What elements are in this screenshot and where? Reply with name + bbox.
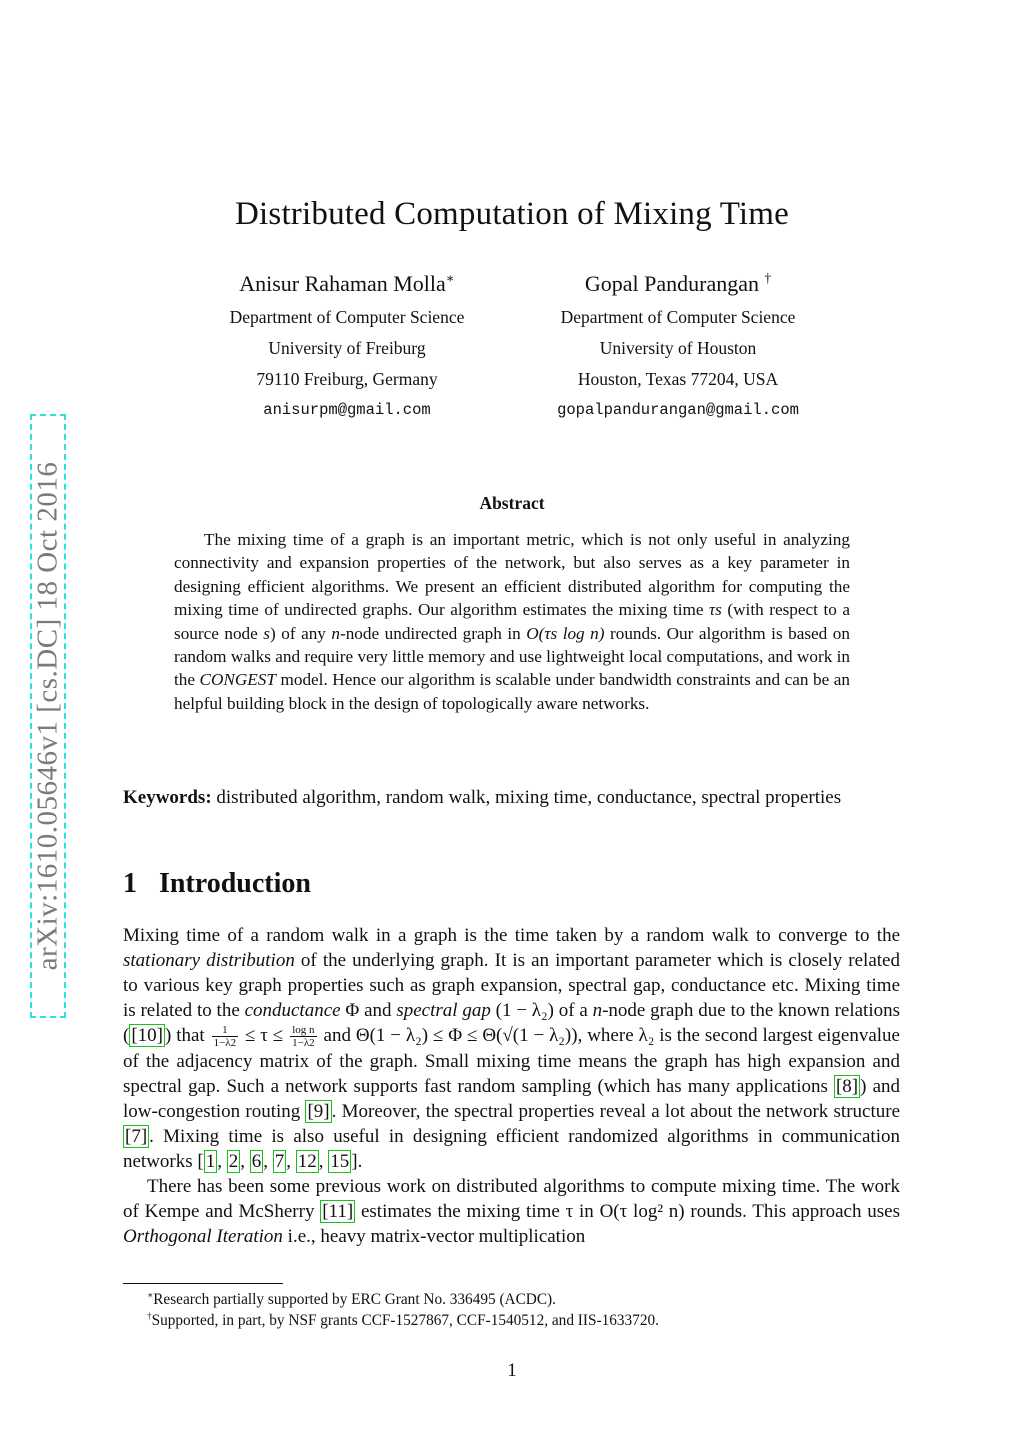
keywords-list: distributed algorithm, random walk, mixing time, conductance, spectral properties — [211, 787, 842, 808]
footnote-rule — [123, 1283, 283, 1284]
paper-title: Distributed Computation of Mixing Time — [235, 196, 789, 232]
citation-link[interactable]: [7] — [125, 1126, 148, 1148]
intro-paragraph-2: There has been some previous work on distributed algorithms to compute mixing time. The work of Kempe and McSherry [11] estimates the mixing time τ in O(τ log² n) rounds. This approach uses Orthogonal Iteration i.e., heavy matrix-vector multiplication — [123, 1176, 900, 1248]
author-email-2[interactable]: gopalpandurangan@gmail.com — [557, 401, 799, 419]
author-location-2: Houston, Texas 77204, USA — [577, 369, 779, 389]
author-location-1: 79110 Freiburg, Germany — [256, 369, 438, 389]
fraction: $\frac{1}{1-\lambda 2}$ — [213, 1024, 237, 1050]
citation-link[interactable]: [8] — [835, 1076, 859, 1098]
footnote-mark[interactable]: ∗ — [445, 270, 455, 286]
author-university-2: University of Houston — [599, 338, 757, 358]
congest-model: CONGEST — [199, 670, 276, 690]
author-block-1 — [187, 266, 507, 426]
section-number: 1 — [123, 868, 137, 899]
citation-link[interactable]: 1 — [205, 1151, 216, 1173]
author-block-2 — [518, 266, 838, 426]
section-title: Introduction — [159, 868, 311, 899]
author-name-2: Gopal Pandurangan † — [584, 270, 772, 296]
citation-link[interactable]: 7 — [274, 1151, 285, 1173]
section-heading — [123, 868, 311, 900]
abstract-heading: Abstract — [479, 493, 545, 513]
citation-link[interactable]: [10] — [131, 1025, 163, 1046]
citation-link[interactable]: 6 — [251, 1151, 262, 1173]
author-department-2: Department of Computer Science — [560, 307, 796, 327]
citation-link[interactable]: [11] — [322, 1201, 354, 1223]
citation-link[interactable]: 12 — [297, 1151, 317, 1173]
arxiv-identifier[interactable]: arXiv:1610.05646v1 [cs.DC] 18 Oct 2016 — [31, 461, 64, 971]
page-number: 1 — [507, 1360, 517, 1381]
footnote-1: ∗Research partially supported by ERC Grant No. 336495 (ACDC). — [147, 1289, 556, 1308]
introduction-body — [123, 923, 900, 1249]
citation-link[interactable]: [9] — [307, 1101, 330, 1123]
author-department-1: Department of Computer Science — [229, 307, 465, 327]
author-university-1: University of Freiburg — [268, 338, 426, 358]
author-email-1[interactable]: anisurpm@gmail.com — [263, 401, 431, 419]
intro-paragraph-1: Mixing time of a random walk in a graph is the time taken by a random walk to converge to the stationary distribution of the underlying graph. It is an important parameter which is closely related to various key graph properties such as graph expansion, spectral gap, conductance etc. Mixing time is related to the conductance Φ and spectral gap (1 − λ₂) of a n-node graph due to the known relations ( [10] ) that $\frac{1}{1-\lambda 2}$ ≤ τ ≤ $\frac{\text{log n}}{1-\lambda 2}$ and Θ(1 − λ₂) ≤ Φ ≤ Θ(√(1 − λ₂)), where λ₂ is the second largest eigenvalue of the adjacency matrix of the graph. Small mixing time means the graph has high expansion and spectral gap. Such a network supports fast random sampling (which has many applications [8] ) and low-congestion routing [9] . Moreover, the spectral properties reveal a lot about the network structure [7] . Mixing time is also useful in designing efficient randomized algorithms in communication networks [ 1 , 2 , 6 , 7 , 12 , 15 ]. — [123, 925, 901, 1173]
keywords — [123, 785, 900, 810]
footnote-2: †Supported, in part, by NSF grants CCF-1527867, CCF-1540512, and IIS-1633720. — [147, 1310, 659, 1329]
citation-link[interactable]: 2 — [228, 1151, 239, 1173]
abstract-body: The mixing time of a graph is an important metric, which is not only useful in analyzing connectivity and expansion properties of the network, but also serves as a key parameter in designing efficient algorithms. We present an efficient distributed algorithm for computing the mixing time of undirected graphs. Our algorithm estimates the mixing time τs (with respect to a source node s) of any n-node undirected graph in O(τs log n) rounds. Our algorithm is based on random walks and require very little memory and use lightweight local computations, and work in the CONGEST model. Hence our algorithm is scalable under bandwidth constraints and can be an helpful building block in the design of topologically aware networks. — [174, 530, 850, 713]
footnote-mark[interactable]: † — [764, 270, 772, 286]
keywords-label: Keywords: — [123, 787, 212, 808]
author-name-1: Anisur Rahaman Molla∗ — [239, 270, 455, 296]
citation-link[interactable]: 15 — [330, 1151, 350, 1173]
fraction: $\frac{\text{log n}}{1-\lambda 2}$ — [292, 1024, 315, 1050]
footnotes — [147, 1289, 907, 1331]
